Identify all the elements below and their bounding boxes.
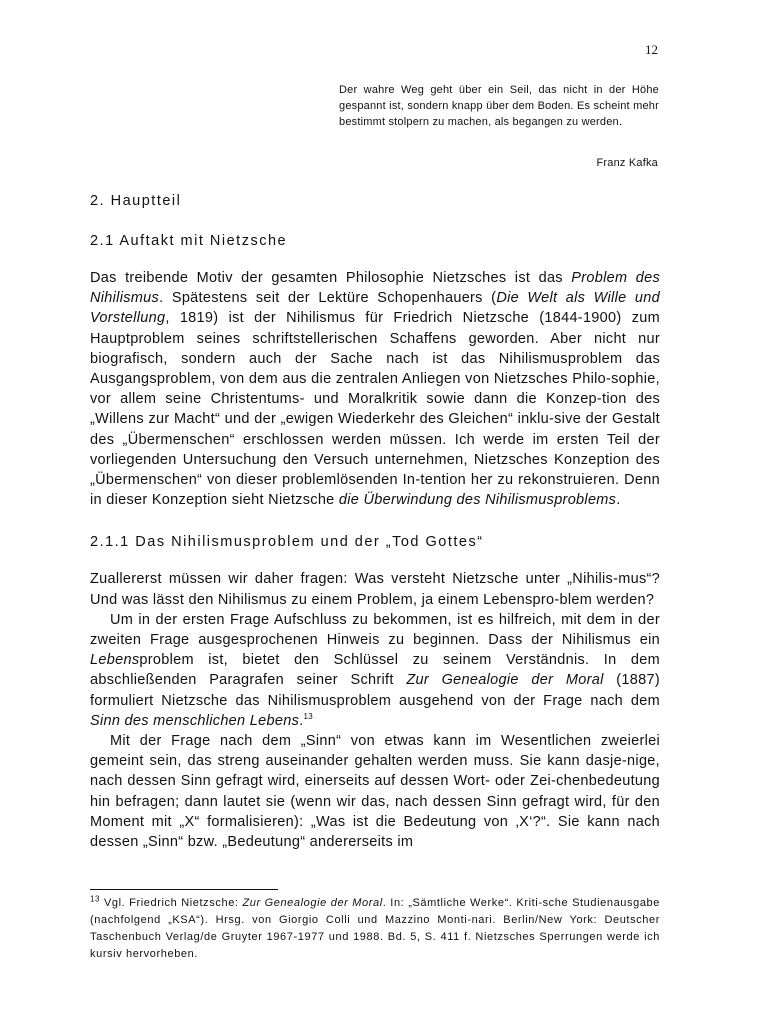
text-run: Vgl. Friedrich Nietzsche:	[100, 897, 243, 909]
epigraph-author: Franz Kafka	[596, 157, 658, 169]
italic-term: Lebens	[90, 652, 140, 669]
heading-subsection: 2.1.1 Das Nihilismusproblem und der „Tod Gottes“	[90, 534, 484, 551]
text-run: . In: „Sämtliche Werke“. Kriti-sche Studienausgabe (nachfolgend „KSA“). Hrsg. von Giorgio Colli und Mazzino Monti-nari. Berlin/New York: Deutscher Taschenbuch Verlag/de Gruyter 1967-1977 und 1988. Bd. 5, S. 411 f. Nietzsches Sperrungen werde ich kursiv hervorheben.	[90, 897, 660, 960]
text-run: .	[616, 492, 621, 509]
footnote-number: 13	[90, 894, 101, 904]
paragraph-life-problem	[90, 610, 660, 731]
text-run: (1887) formuliert Nietzsche das Nihilismusproblem ausgehend von der Frage nach dem	[90, 672, 660, 709]
footnote-reference[interactable]: 13	[303, 712, 313, 722]
paragraph-meaning: Mit der Frage nach dem „Sinn“ von etwas kann im Wesentlichen zweierlei gemeint sein, das streng auseinander gehalten werden muss. Sie kann dasje-nige, nach dessen Sinn gefragt wird, einerseits auf dessen Wort- oder Zei-chenbedeutung hin befragen; dann lautet sie (wenn wir das, nach dessen Sinn gefragt wird, für den Moment mit „X“ formalisieren): „Was ist die Bedeutung von ‚X‘?“. Sie kann nach dessen „Sinn“ bzw. „Bedeutung“ andererseits im	[90, 733, 660, 851]
text-run: Um in der ersten Frage Aufschluss zu bekommen, ist es hilfreich, mit dem in der zweiten Frage ausgesprochenen Hinweis zu beginnen. Dass der Nihilismus ein	[90, 611, 660, 649]
paragraph-nihilism-motive	[90, 268, 660, 510]
footnote-divider	[90, 889, 278, 890]
text-run: .	[299, 712, 304, 729]
italic-term: die Überwindung des Nihilismusproblems	[338, 492, 617, 509]
text-run: . Spätestens seit der Lektüre Schopenhauers (	[159, 290, 497, 307]
epigraph-quote: Der wahre Weg geht über ein Seil, das nicht in der Höhe gespannt ist, sondern knapp über dem Boden. Es scheint mehr bestimmt stolpern zu machen, als begangen zu werden.	[339, 84, 659, 128]
italic-title: Zur Genealogie der Moral	[242, 897, 383, 909]
italic-term: Sinn des menschlichen Lebens	[90, 712, 300, 729]
italic-title: Die Welt als Wille und Vorstellung	[90, 290, 660, 327]
text-run: problem ist, bietet den Schlüssel zu seinem Verständnis. In dem abschließenden Paragrafen seiner Schrift	[90, 652, 660, 689]
heading-section: 2.1 Auftakt mit Nietzsche	[90, 233, 288, 249]
text-run: , 1819) ist der Nihilismus für Friedrich Nietzsche (1844-1900) zum Hauptproblem seines schriftstellerischen Schaffens geworden. Aber nicht nur biografisch, sondern auch der Sache nach ist das Nihilismusproblem das Ausgangsproblem, von dem aus die zentralen Anliegen von Nietzsches Philo-sophie, vor allem seine Christentums- und Moralkritik sowie dann die Konzep-tion des „Willens zur Macht“ und der „ewigen Wiederkehr des Gleichen“ inklu-sive der Gestalt des „Übermenschen“ erschlossen werden müssen. Ich werde im ersten Teil der vorliegenden Untersuchung den Versuch unternehmen, Nietzsches Konzeption des „Übermenschen“ von dieser problemlösenden In-tention her zu rekonstruieren. Denn in dieser Konzeption sieht Nietzsche	[90, 310, 660, 509]
text-run: Das treibende Motiv der gesamten Philosophie Nietzsches ist das	[90, 270, 572, 286]
italic-title: Zur Genealogie der Moral	[406, 672, 604, 689]
page-number: 12	[645, 42, 658, 57]
main-text	[90, 193, 660, 852]
paragraph-question: Zuallererst müssen wir daher fragen: Was versteht Nietzsche unter „Nihilis-mus“? Und was lässt den Nihilismus zu einem Problem, ja einem Lebenspro-blem werden?	[90, 571, 660, 608]
italic-term: Problem des Nihilismus	[90, 270, 661, 307]
heading-chapter: 2. Hauptteil	[90, 193, 182, 209]
footnote	[90, 895, 660, 963]
